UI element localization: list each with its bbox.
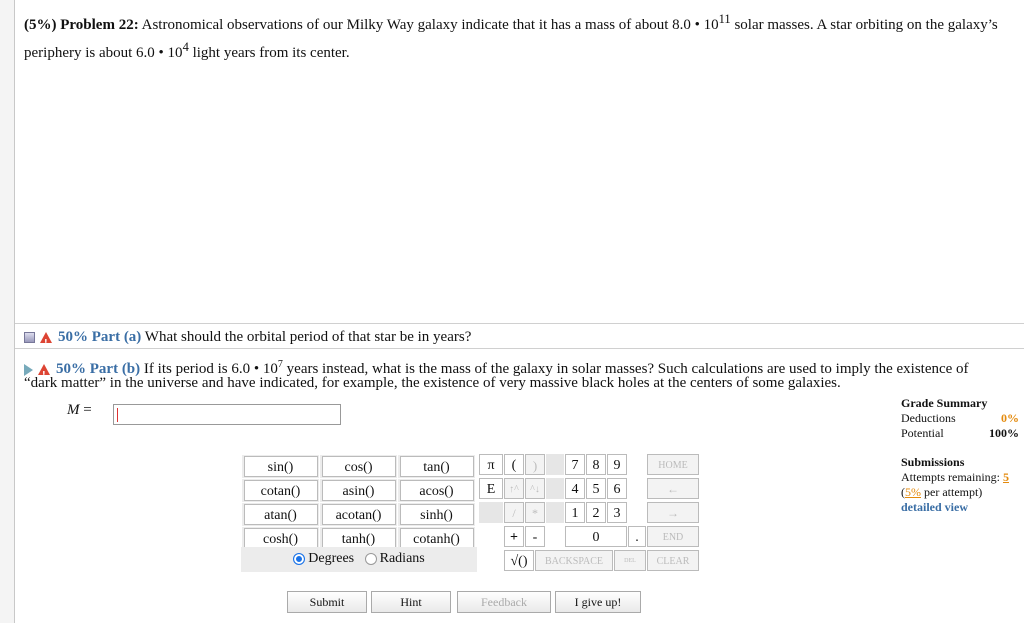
key-spacer [546, 502, 564, 523]
per-attempt-open: ( [901, 485, 905, 499]
detailed-view-link[interactable]: detailed view [901, 500, 968, 514]
radians-label: Radians [379, 551, 425, 566]
key-e[interactable]: E [479, 478, 503, 499]
problem-statement [24, 8, 1014, 64]
problem-frame [14, 0, 1024, 623]
key-rparen[interactable]: ) [525, 454, 545, 475]
key-2[interactable]: 2 [586, 502, 606, 523]
answer-label [67, 402, 92, 419]
answer-equals: = [83, 402, 92, 418]
keypad [479, 454, 699, 574]
fn-cosh-button[interactable]: cosh() [244, 528, 318, 549]
problem-sup-b: 4 [182, 40, 189, 54]
problem-sup-a: 11 [718, 12, 731, 26]
warning-icon [40, 332, 52, 343]
problem-text-b: solar masses. A star orbiting on the galaxy’s periphery is about 6.0 • 10 [24, 17, 998, 61]
key-slash[interactable]: / [504, 502, 524, 523]
problem-text-a: Astronomical observations of our Milky Way galaxy indicate that it has a mass of about 8.0 • 10 [141, 17, 719, 33]
answer-input[interactable] [113, 404, 341, 425]
key-down[interactable]: ^↓ [525, 478, 545, 499]
angle-mode [241, 547, 477, 572]
fn-tanh-button[interactable]: tanh() [322, 528, 396, 549]
hint-button[interactable]: Hint [371, 591, 451, 613]
key-1[interactable]: 1 [565, 502, 585, 523]
fn-tan-button[interactable]: tan() [400, 456, 474, 477]
key-dot[interactable]: . [628, 526, 646, 547]
key-6[interactable]: 6 [607, 478, 627, 499]
key-lparen[interactable]: ( [504, 454, 524, 475]
fn-cotanh-button[interactable]: cotanh() [400, 528, 474, 549]
collapse-icon[interactable] [24, 332, 35, 343]
key-8[interactable]: 8 [586, 454, 606, 475]
fn-cotan-button[interactable]: cotan() [244, 480, 318, 501]
feedback-button[interactable]: Feedback [457, 591, 551, 613]
potential-value: 100% [989, 426, 1019, 440]
grade-summary-title: Grade Summary [901, 396, 988, 410]
part-a-label: 50% Part (a) [58, 329, 142, 345]
radians-radio[interactable] [365, 553, 377, 565]
key-spacer [546, 478, 564, 499]
key-0[interactable]: 0 [565, 526, 627, 547]
key-backspace[interactable]: BACKSPACE [535, 550, 613, 571]
part-b-label: 50% Part (b) [56, 361, 141, 377]
right-arrow-key[interactable]: → [647, 502, 699, 523]
key-spacer [546, 454, 564, 475]
key-del[interactable]: DEL [614, 550, 646, 571]
grade-summary [901, 396, 1019, 515]
key-4[interactable]: 4 [565, 478, 585, 499]
part-b-question-post: years instead, what is the mass of the galaxy in solar masses? Such calculations are used to imply the existence of [282, 361, 969, 377]
text-cursor [117, 408, 118, 422]
left-gutter [0, 0, 14, 623]
problem-label: (5%) Problem 22: [24, 17, 139, 33]
part-b-question-sup: 7 [277, 359, 283, 370]
fn-acotan-button[interactable]: acotan() [322, 504, 396, 525]
give-up-button[interactable]: I give up! [555, 591, 641, 613]
key-3[interactable]: 3 [607, 502, 627, 523]
attempts-label: Attempts remaining: [901, 470, 1000, 484]
deductions-value: 0% [1001, 411, 1019, 425]
function-pad [241, 454, 476, 551]
part-b-line2: “dark matter” in the universe and have indicated, for example, the existence of very massive black holes at the centers of some galaxies. [24, 375, 841, 391]
potential-label: Potential [901, 426, 944, 440]
part-b-question-pre: If its period is 6.0 • 10 [143, 361, 278, 377]
key-star[interactable]: * [525, 502, 545, 523]
answer-variable: M [67, 402, 80, 418]
submissions-title: Submissions [901, 455, 965, 469]
key-spacer [479, 502, 503, 523]
per-attempt-value: 5% [905, 485, 921, 499]
key-sqrt[interactable]: √() [504, 550, 534, 571]
key-clear[interactable]: CLEAR [647, 550, 699, 571]
divider-parts [15, 348, 1024, 349]
attempts-value: 5 [1002, 470, 1009, 484]
problem-text-c: light years from its center. [188, 45, 350, 61]
divider-top [15, 323, 1024, 324]
fn-sin-button[interactable]: sin() [244, 456, 318, 477]
key-5[interactable]: 5 [586, 478, 606, 499]
key-pi[interactable]: π [479, 454, 503, 475]
left-arrow-key[interactable]: ← [647, 478, 699, 499]
key-up[interactable]: ↑^ [504, 478, 524, 499]
submit-button[interactable]: Submit [287, 591, 367, 613]
fn-acos-button[interactable]: acos() [400, 480, 474, 501]
key-end[interactable]: END [647, 526, 699, 547]
part-a[interactable] [24, 328, 471, 347]
fn-sinh-button[interactable]: sinh() [400, 504, 474, 525]
key-plus[interactable]: + [504, 526, 524, 547]
degrees-radio[interactable] [293, 553, 305, 565]
part-a-question: What should the orbital period of that star be in years? [144, 329, 472, 345]
key-minus[interactable]: - [525, 526, 545, 547]
key-7[interactable]: 7 [565, 454, 585, 475]
degrees-label: Degrees [308, 551, 355, 566]
per-attempt-close: per attempt) [921, 485, 983, 499]
key-9[interactable]: 9 [607, 454, 627, 475]
deductions-label: Deductions [901, 411, 956, 425]
fn-asin-button[interactable]: asin() [322, 480, 396, 501]
fn-atan-button[interactable]: atan() [244, 504, 318, 525]
key-home[interactable]: HOME [647, 454, 699, 475]
fn-cos-button[interactable]: cos() [322, 456, 396, 477]
